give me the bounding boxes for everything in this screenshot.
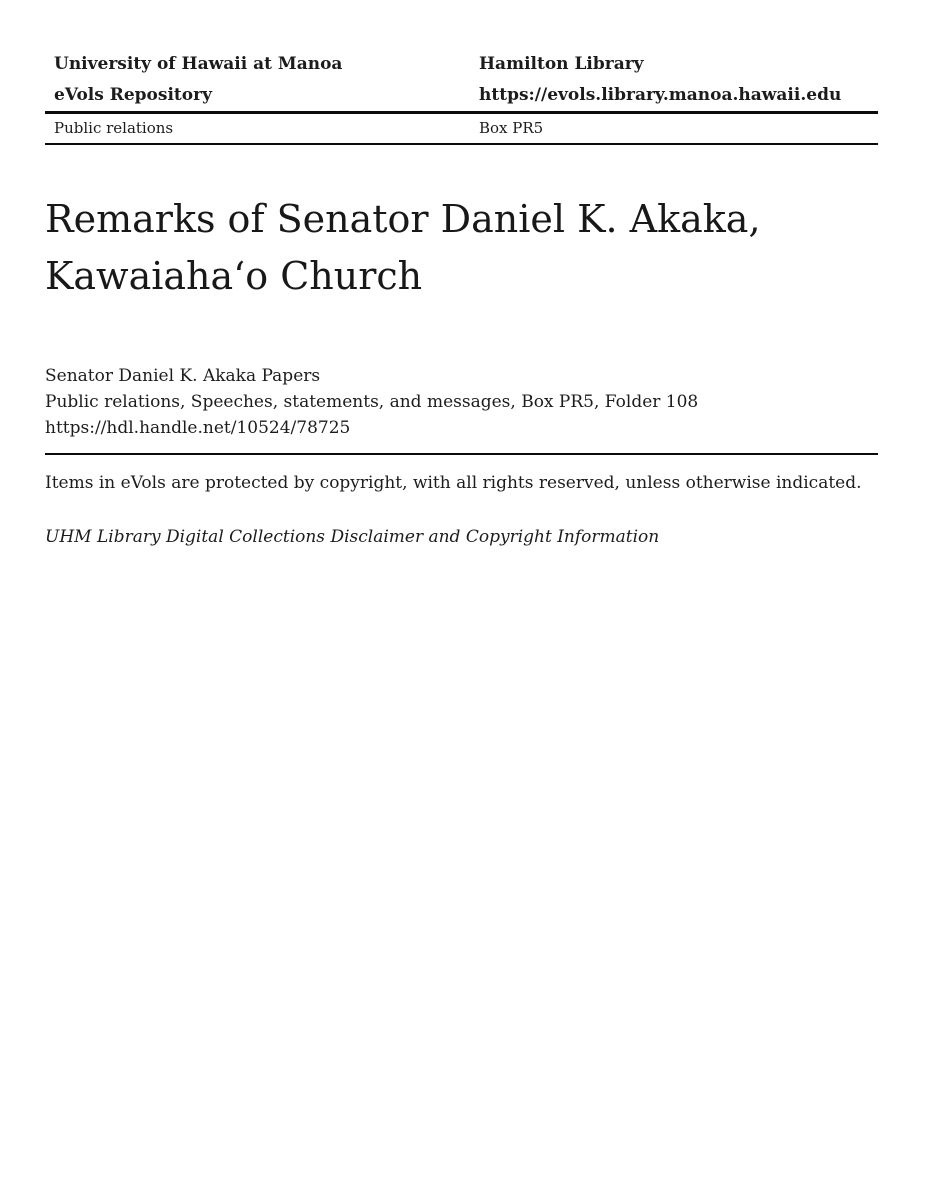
institution-name: University of Hawaii at Manoa <box>54 54 343 74</box>
repository-header-sub-row <box>45 114 878 145</box>
repository-url-link[interactable]: https://evols.library.manoa.hawaii.edu <box>479 85 842 105</box>
document-title: Remarks of Senator Daniel K. Akaka, Kawaiahaʻo Church <box>45 197 761 298</box>
box-label: Box PR5 <box>479 119 544 137</box>
repository-url[interactable] <box>479 80 878 111</box>
divider-rule <box>45 453 878 455</box>
repository-name: eVols Repository <box>54 85 212 105</box>
repository-header-main-row <box>45 49 878 114</box>
series-label: Public relations <box>54 119 174 137</box>
library-name: Hamilton Library <box>479 54 644 74</box>
copyright-notice: Items in eVols are protected by copyright, with all rights reserved, unless otherwise indicated. <box>45 473 862 493</box>
collection-name: Senator Daniel K. Akaka Papers <box>45 366 321 386</box>
repository-header <box>45 49 878 145</box>
handle-url[interactable] <box>45 415 878 441</box>
repository-header-right-column <box>470 49 878 111</box>
document-metadata <box>45 363 878 441</box>
box-cell <box>470 118 878 138</box>
handle-url-link[interactable]: https://hdl.handle.net/10524/78725 <box>45 418 351 438</box>
series-cell <box>45 118 470 138</box>
disclaimer-link-line[interactable] <box>45 524 878 550</box>
collection-location: Public relations, Speeches, statements, and messages, Box PR5, Folder 108 <box>45 392 699 412</box>
disclaimer-link[interactable]: UHM Library Digital Collections Disclaimer and Copyright Information <box>45 527 660 547</box>
repository-header-left-column <box>45 49 470 111</box>
